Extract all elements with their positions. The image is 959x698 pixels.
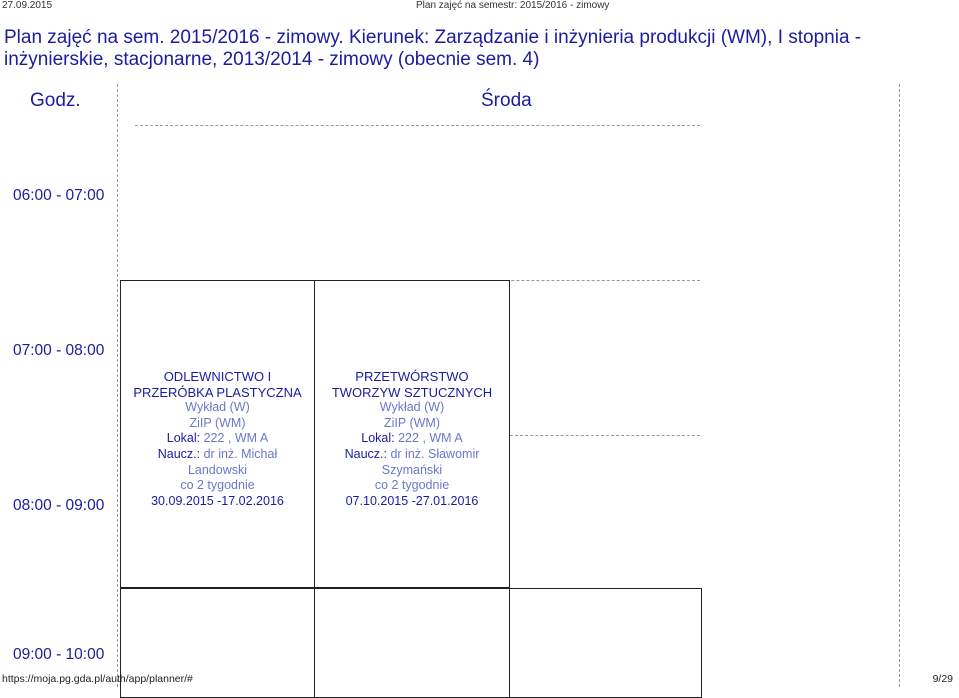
room-label: Lokal: bbox=[361, 431, 395, 446]
event-group: ZiIP (WM) bbox=[189, 415, 246, 430]
time-slot: 06:00 - 07:00 bbox=[13, 187, 105, 204]
teacher-label: Naucz.: bbox=[344, 446, 387, 461]
event-card[interactable] bbox=[120, 280, 315, 588]
event-type: Wykład (W) bbox=[379, 400, 445, 415]
page-title: Plan zajęć na sem. 2015/2016 - zimowy. Kierunek: Zarządzanie i inżynieria produkcji (WM), I stopnia - inżynierskie, stacjonarne, 2013/2014 - zimowy (obecnie sem. 4) bbox=[4, 27, 862, 70]
event-frequency: co 2 tygodnie bbox=[180, 478, 255, 493]
event-dates: 07.10.2015 -27.01.2016 bbox=[345, 493, 479, 508]
time-column-header: Godz. bbox=[30, 90, 81, 111]
event-card-partial[interactable] bbox=[509, 588, 702, 698]
grid-line-time-column bbox=[117, 84, 118, 687]
print-date: 27.09.2015 bbox=[2, 0, 53, 11]
grid-line-day-right bbox=[899, 84, 900, 687]
event-dates: 30.09.2015 -17.02.2016 bbox=[151, 493, 284, 508]
event-title: ODLEWNICTWO I bbox=[163, 369, 272, 384]
teacher-label: Naucz.: bbox=[157, 446, 201, 461]
event-group: ZiIP (WM) bbox=[383, 415, 440, 430]
event-title: PRZETWÓRSTWO bbox=[355, 369, 469, 384]
event-type: Wykład (W) bbox=[185, 400, 250, 415]
event-title: TWORZYW SZTUCZNYCH bbox=[331, 384, 493, 400]
print-url: https://moja.pg.gda.pl/auth/app/planner/# bbox=[2, 673, 193, 685]
grid-line-0800 bbox=[510, 435, 700, 436]
time-slot: 08:00 - 09:00 bbox=[13, 497, 105, 514]
event-card-partial[interactable] bbox=[314, 588, 510, 698]
time-slot: 09:00 - 10:00 bbox=[13, 646, 105, 663]
event-room: 222 , WM A bbox=[203, 431, 269, 446]
day-column-header: Środa bbox=[481, 90, 532, 111]
print-title: Plan zajęć na semestr: 2015/2016 - zimowy bbox=[416, 0, 610, 11]
event-title: PRZERÓBKA PLASTYCZNA bbox=[133, 384, 302, 400]
event-room: 222 , WM A bbox=[398, 431, 463, 446]
event-teacher: Landowski bbox=[187, 462, 248, 477]
event-teacher: dr inż. Michał bbox=[203, 446, 278, 461]
time-slot: 07:00 - 08:00 bbox=[13, 342, 105, 359]
grid-line-header bbox=[135, 125, 700, 126]
page-number: 9/29 bbox=[932, 673, 953, 685]
event-frequency: co 2 tygodnie bbox=[374, 478, 450, 493]
event-teacher: dr inż. Sławomir bbox=[390, 446, 480, 461]
event-card[interactable] bbox=[314, 280, 510, 588]
room-label: Lokal: bbox=[166, 431, 201, 446]
event-teacher: Szymański bbox=[381, 462, 443, 477]
